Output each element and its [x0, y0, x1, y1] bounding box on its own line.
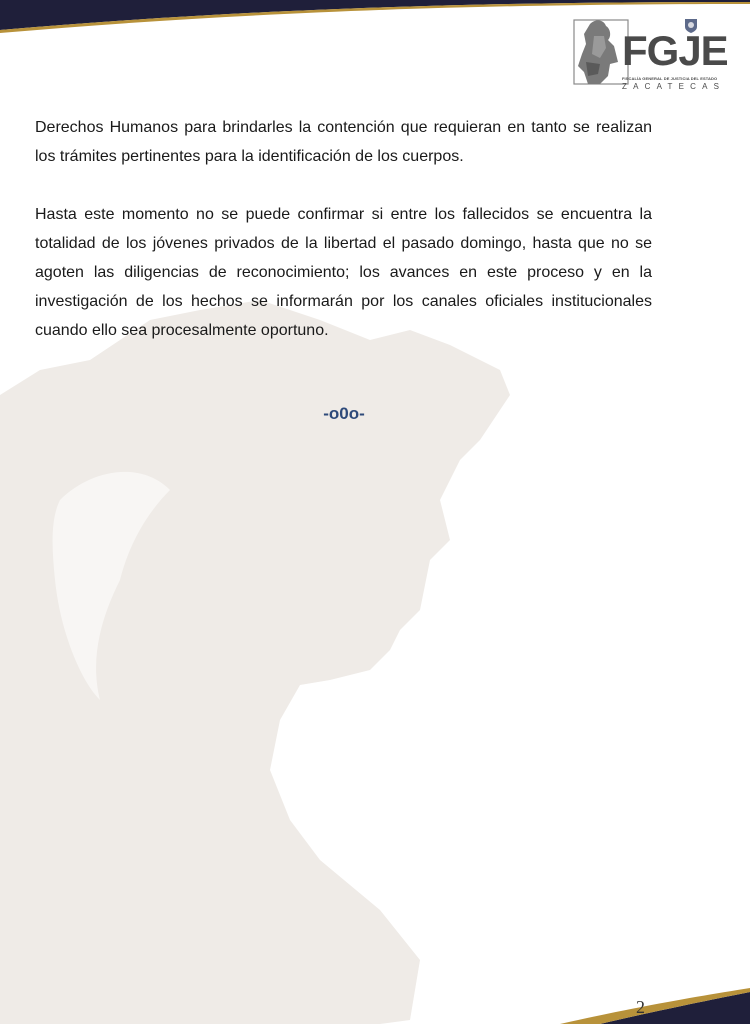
logo-acronym: FGJE: [622, 27, 728, 74]
closing-mark: -o0o-: [323, 404, 365, 423]
body-text: [35, 113, 652, 345]
paragraph-1: Derechos Humanos para brindarles la contención que requieran en tanto se realizan los trámites pertinentes para la identificación de los cuerpos.: [35, 119, 652, 165]
logo-state: ZACATECAS: [622, 82, 726, 91]
logo-full-name: FISCALÍA GENERAL DE JUSTICIA DEL ESTADO: [622, 76, 718, 81]
page-number: 2: [636, 997, 645, 1017]
paragraph-2: Hasta este momento no se puede confirmar si entre los fallecidos se encuentra la totalidad de los jóvenes privados de la libertad el pasado domingo, hasta que no se agoten las diligencias de reconocimiento; los avances en este proceso y en la investigación de los hechos se informarán por los canales oficiales institucionales cuando ello sea procesalmente oportuno.: [35, 206, 652, 339]
fgje-logo: [570, 14, 728, 94]
